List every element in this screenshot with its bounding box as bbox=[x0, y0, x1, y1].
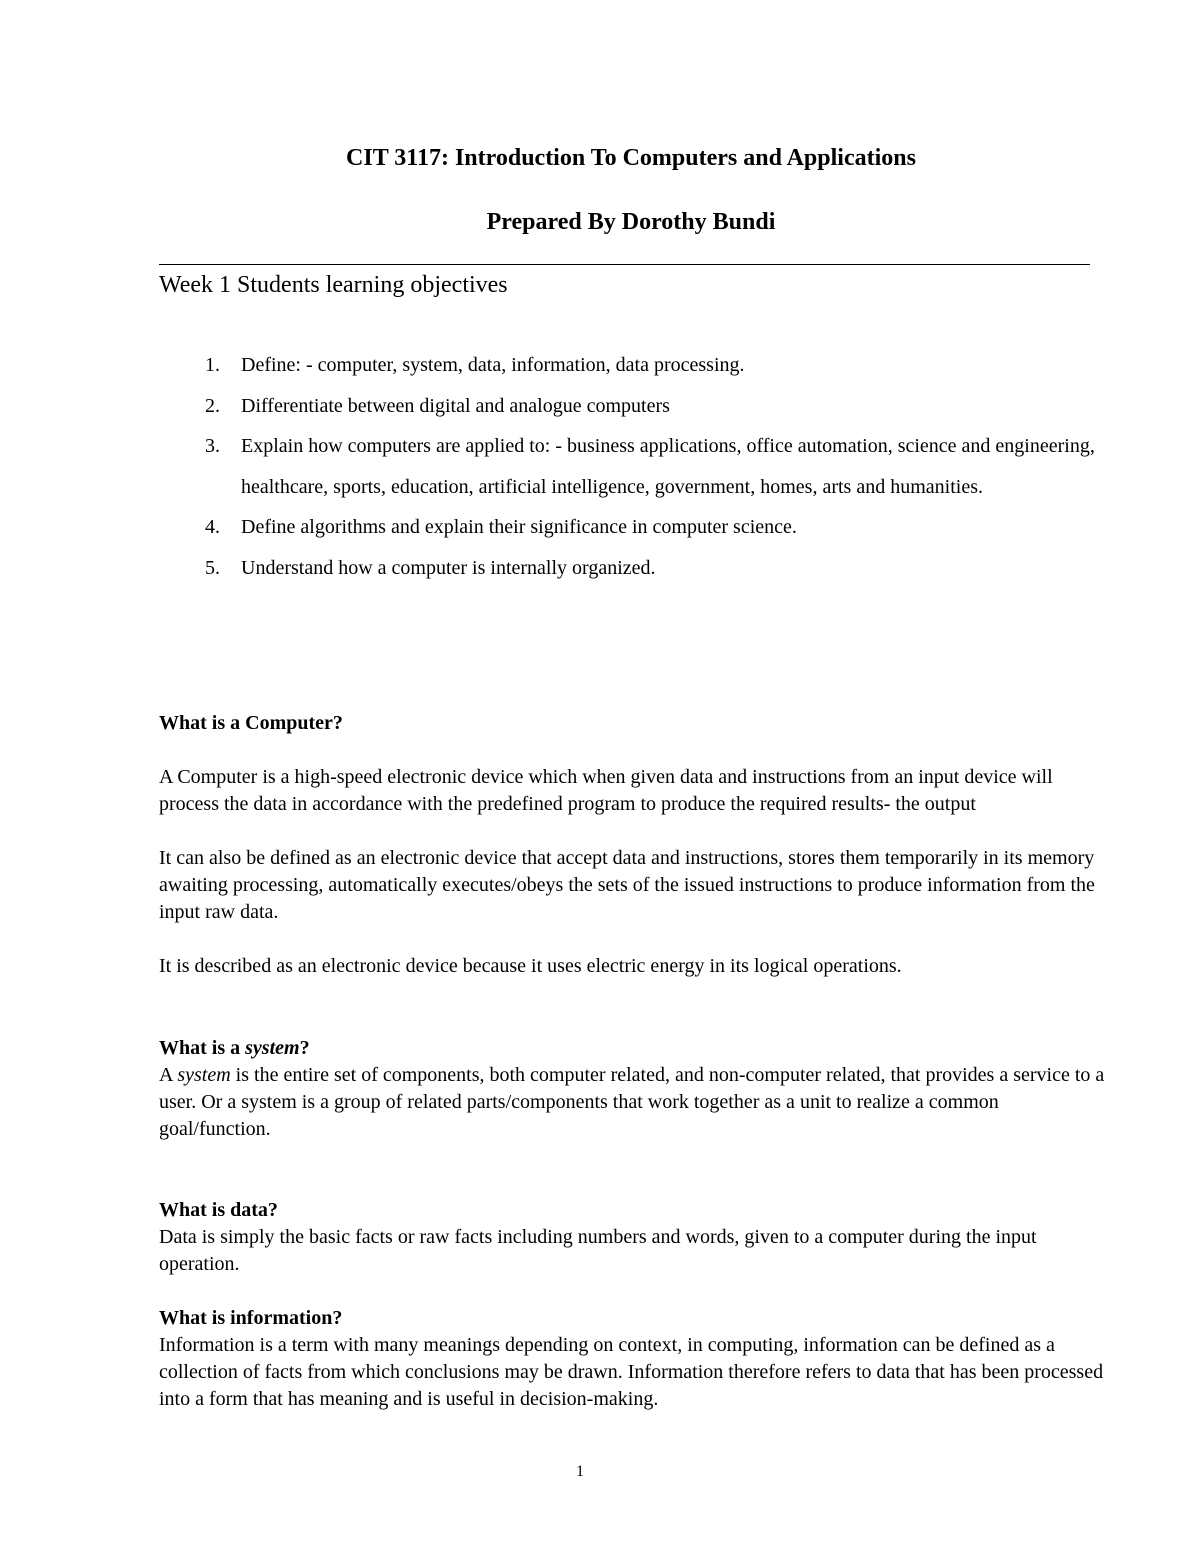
list-text: Define: - computer, system, data, information, data processing. bbox=[241, 354, 745, 376]
list-text: Define algorithms and explain their significance in computer science. bbox=[241, 516, 797, 538]
list-text: Differentiate between digital and analogue computers bbox=[241, 394, 670, 417]
data-definition: Data is simply the basic facts or raw facts including numbers and words, given to a computer during the input operation. bbox=[159, 1226, 1037, 1275]
list-number: 2. bbox=[205, 394, 220, 417]
computer-definition: A Computer is a high-speed electronic device which when given data and instructions from an input device will process the data in accordance with the predefined program to produce the required results- the output bbox=[159, 766, 1053, 815]
system-heading-suffix: ? bbox=[299, 1037, 310, 1059]
list-text: Understand how a computer is internally organized. bbox=[241, 556, 656, 579]
information-heading: What is information? bbox=[159, 1307, 343, 1329]
page-number: 1 bbox=[576, 1463, 584, 1480]
computer-electronic-note: It is described as an electronic device because it uses electric energy in its logical operations. bbox=[159, 955, 902, 977]
system-body-rest: is the entire set of components, both computer related, and non-computer related, that provides a service to a user. Or a system is a group of related parts/components that work together as a unit to realize a common goal/function. bbox=[159, 1064, 1105, 1140]
list-number: 3. bbox=[205, 435, 220, 457]
data-section bbox=[159, 1197, 1109, 1278]
list-item bbox=[159, 386, 1099, 427]
course-title: CIT 3117: Introduction To Computers and Applications bbox=[346, 145, 916, 171]
information-section bbox=[159, 1305, 1109, 1413]
author-line: Prepared By Dorothy Bundi bbox=[486, 209, 776, 235]
system-section bbox=[159, 1035, 1109, 1143]
system-body-term: system bbox=[177, 1064, 231, 1086]
system-heading-term: system bbox=[245, 1037, 300, 1059]
list-number: 4. bbox=[205, 516, 220, 538]
list-item bbox=[159, 345, 1099, 386]
list-number: 1. bbox=[205, 354, 220, 376]
horizontal-rule bbox=[159, 264, 1090, 265]
system-body-prefix: A bbox=[159, 1064, 178, 1086]
computer-alt-definition: It can also be defined as an electronic device that accept data and instructions, stores them temporarily in its memory awaiting processing, automatically executes/obeys the sets of the issued instructions to produce information from the input raw data. bbox=[159, 847, 1095, 923]
computer-heading: What is a Computer? bbox=[159, 712, 343, 734]
list-number: 5. bbox=[205, 556, 220, 579]
system-heading bbox=[159, 1035, 1109, 1062]
information-definition: Information is a term with many meanings depending on context, in computing, information can be defined as a collection of facts from which conclusions may be drawn. Information therefore refers to data that has been processed into a form that has meaning and is useful in decision-making. bbox=[159, 1334, 1104, 1410]
list-item bbox=[159, 548, 1099, 589]
system-heading-prefix: What is a bbox=[159, 1037, 246, 1059]
list-item bbox=[159, 507, 1099, 548]
data-heading: What is data? bbox=[159, 1199, 278, 1221]
list-item bbox=[159, 426, 1099, 507]
objectives-list bbox=[159, 345, 1099, 588]
list-text: Explain how computers are applied to: - business applications, office automation, science and engineering, healthcare, sports, education, artificial intelligence, government, homes, arts and humanities. bbox=[241, 435, 1095, 498]
objectives-heading: Week 1 Students learning objectives bbox=[159, 272, 508, 298]
system-definition bbox=[159, 1062, 1109, 1143]
computer-section bbox=[159, 710, 1109, 980]
